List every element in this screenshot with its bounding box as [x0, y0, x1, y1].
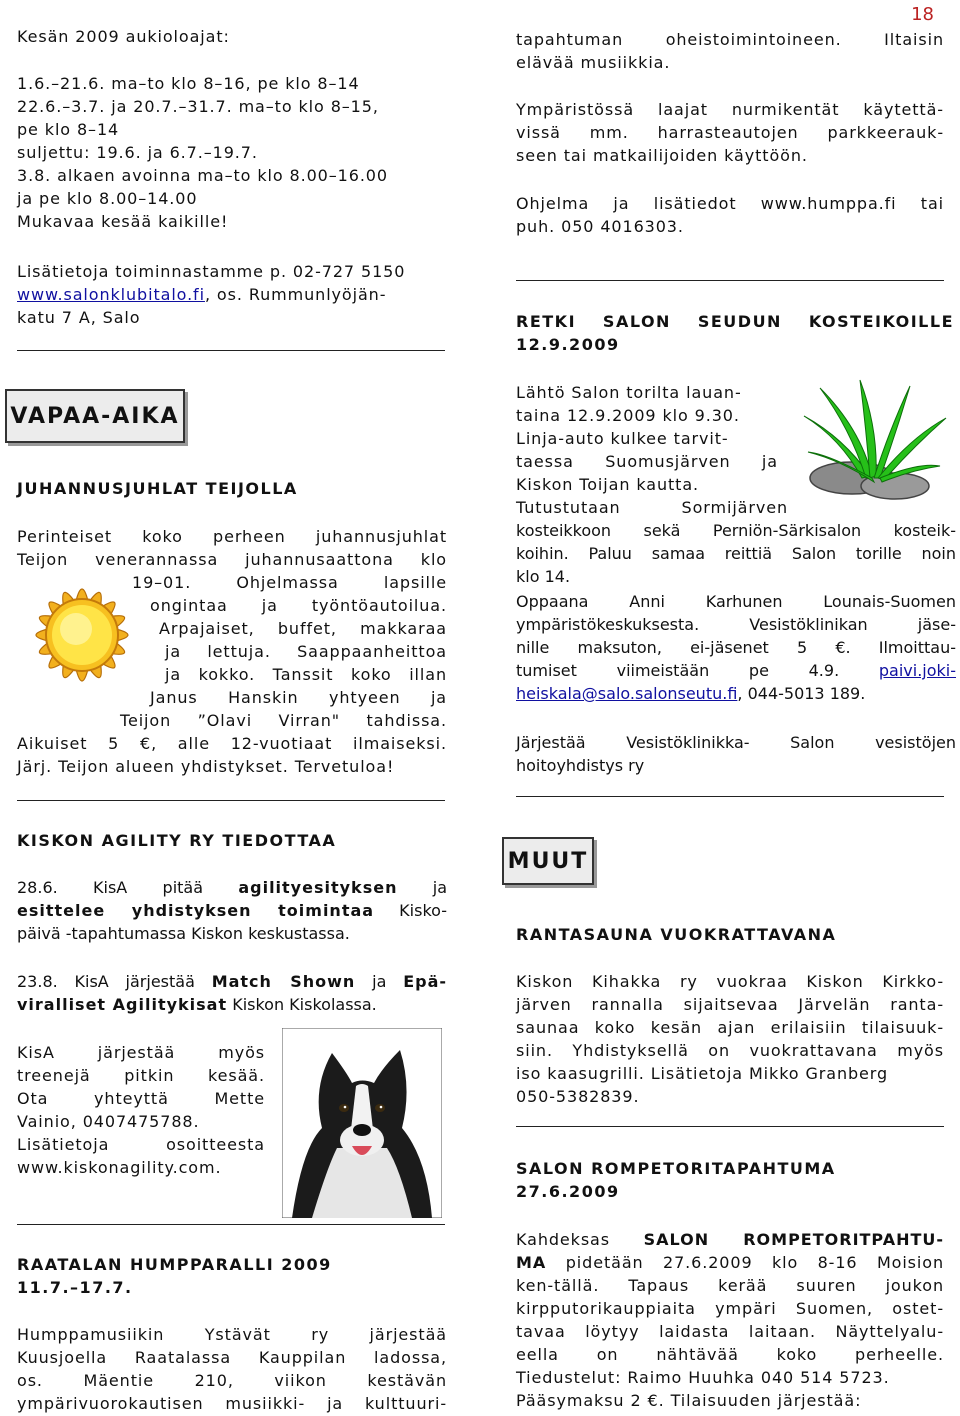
agility-line: Lisätietoja osoitteesta: [17, 1135, 265, 1154]
rompe-text: pidetään 27.6.2009 klo 8-16 Moision: [546, 1253, 944, 1272]
retki-line: [516, 682, 865, 705]
rompe-heading: SALON ROMPETORITAPAHTUMA: [516, 1159, 836, 1178]
summer-line: Mukavaa kesää kaikille!: [17, 212, 229, 231]
retki-line: klo 14.: [516, 567, 571, 586]
juhannus-line: ja lettuja. Saappaanheittoa: [165, 642, 447, 661]
juhannus-line: Perinteiset koko perheen juhannusjuhlat: [17, 527, 447, 546]
agility-line: [17, 970, 447, 993]
sauna-line: järven rannalla sijaitsevaa Järvelän ranta-: [516, 995, 944, 1014]
humppa-heading-dates: 11.7.–17.7.: [17, 1278, 133, 1297]
sauna-line: 050-5382839.: [516, 1087, 640, 1106]
retki-line: Oppaana Anni Karhunen Lounais-Suomen: [516, 592, 956, 611]
agility-line: päivä -tapahtumassa Kiskon keskustassa.: [17, 924, 350, 943]
juhannus-line: Teijon ”Olavi Virran" tahdissa.: [120, 711, 447, 730]
email-link[interactable]: paivi.joki-: [878, 661, 956, 680]
agility-bold: esittelee yhdistyksen toimintaa: [17, 901, 375, 920]
agility-text: Kiskon Kiskolassa.: [227, 995, 377, 1014]
humppa-cont-line: Ympäristössä laajat nurmikentät käytettä-: [516, 100, 944, 119]
humppa-line: Humppamusiikin Ystävät ry järjestää: [17, 1325, 447, 1344]
muut-section-box: MUUT: [502, 837, 594, 885]
summer-title: Kesän 2009 aukioloajat:: [17, 27, 230, 46]
rompe-text: Kahdeksas: [516, 1230, 644, 1249]
retki-heading: RETKI SALON SEUDUN KOSTEIKOILLE: [516, 312, 954, 331]
humppa-line: os. Mäentie 210, viikon kestävän: [17, 1371, 447, 1390]
retki-line: nille maksuton, ei-jäsenet 5 €. Ilmoittau-: [516, 638, 956, 657]
summer-line: pe klo 8–14: [17, 120, 120, 139]
vapaa-aika-section-box: VAPAA-AIKA: [5, 389, 185, 443]
rompe-line: ken-tällä. Tapaus kerää suuren joukon: [516, 1276, 944, 1295]
agility-bold: Epä-: [403, 972, 448, 991]
retki-heading-date: 12.9.2009: [516, 335, 620, 354]
retki-line: Linja-auto kulkee tarvit-: [516, 429, 729, 448]
info-line: katu 7 A, Salo: [17, 308, 141, 327]
divider: [516, 280, 944, 281]
agility-line: Vainio, 0407475788.: [17, 1112, 200, 1131]
humppa-heading: RAATALAN HUMPPARALLI 2009: [17, 1255, 332, 1274]
sauna-line: saunaa koko kesän ajan erilaisiin tilaisuuk-: [516, 1018, 944, 1037]
retki-line: koihin. Paluu samaa reittiä Salon torille noin: [516, 544, 956, 563]
summer-line: 1.6.–21.6. ma–to klo 8–16, pe klo 8–14: [17, 74, 360, 93]
rompe-line: Pääsymaksu 2 €. Tilaisuuden järjestää:: [516, 1391, 862, 1410]
salonklubitalo-link[interactable]: www.salonklubitalo.fi: [17, 285, 205, 304]
retki-text: , 044-5013 189.: [737, 684, 866, 703]
humppa-cont-line: elävää musiikkia.: [516, 53, 671, 72]
retki-line: taina 12.9.2009 klo 9.30.: [516, 406, 740, 425]
juhannus-line: Aikuiset 5 €, alle 12-vuotiaat ilmaiseksi.: [17, 734, 447, 753]
divider: [17, 350, 445, 351]
summer-line: 22.6.–3.7. ja 20.7.–31.7. ma–to klo 8–15,: [17, 97, 379, 116]
rompe-line: kirpputorikauppiaita ympäri Suomen, ostet-: [516, 1299, 944, 1318]
agility-line: www.kiskonagility.com.: [17, 1158, 222, 1177]
agility-text: 28.6. KisA pitää: [17, 878, 239, 897]
retki-text: tumiset viimeistään pe 4.9.: [516, 661, 879, 680]
plant-illustration: [800, 378, 950, 508]
retki-line: [516, 659, 956, 682]
juhannus-line: Järj. Teijon alueen yhdistykset. Tervetuloa!: [17, 757, 395, 776]
divider: [516, 796, 944, 797]
humppa-cont-line: tapahtuman oheistoimintoineen. Iltaisin: [516, 30, 944, 49]
agility-bold: Match Shown: [211, 972, 356, 991]
retki-line: Tutustutaan Sormijärven: [516, 498, 788, 517]
rompe-line: [516, 1251, 944, 1274]
humppa-cont-line: puh. 050 4016303.: [516, 217, 684, 236]
info-address: , os. Rummunlyöjän-: [204, 285, 387, 304]
retki-line: Kiskon Toijan kautta.: [516, 475, 700, 494]
agility-bold: agilityesityksen: [238, 878, 398, 897]
agility-line: KisA järjestää myös: [17, 1043, 265, 1062]
humppa-cont-line: Ohjelma ja lisätiedot www.humppa.fi tai: [516, 194, 944, 213]
rompe-line: Tiedustelut: Raimo Huuhka 040 514 5723.: [516, 1368, 890, 1387]
agility-text: ja: [355, 972, 404, 991]
sauna-line: Kiskon Kihakka ry vuokraa Kiskon Kirkko-: [516, 972, 944, 991]
email-link[interactable]: heiskala@salo.salonseutu.fi: [516, 684, 738, 703]
agility-heading: KISKON AGILITY RY TIEDOTTAA: [17, 831, 337, 850]
agility-line: [17, 993, 377, 1016]
humppa-cont-line: vissä mm. harrasteautojen parkkeerauk-: [516, 123, 944, 142]
rompe-heading-date: 27.6.2009: [516, 1182, 620, 1201]
info-line: Lisätietoja toiminnastamme p. 02-727 5150: [17, 262, 406, 281]
dog-illustration: [282, 1028, 442, 1218]
humppa-cont-line: seen tai matkailijoiden käyttöön.: [516, 146, 808, 165]
humppa-line: Kuusjoella Raatalassa Kauppilan ladossa,: [17, 1348, 447, 1367]
retki-line: kosteikkoon sekä Perniön-Särkisalon kosteik-: [516, 521, 956, 540]
sauna-line: siin. Yhdistyksellä on vuokrattavana myös: [516, 1041, 944, 1060]
retki-line: Lähtö Salon torilta lauan-: [516, 383, 742, 402]
juhannus-line: Arpajaiset, buffet, makkaraa: [159, 619, 447, 638]
sun-illustration: [22, 575, 142, 695]
humppa-line: ympärivuorokautisen musiikki- ja kulttuuri-: [17, 1394, 447, 1413]
rompe-bold: MA: [516, 1253, 547, 1272]
agility-text: ja: [397, 878, 448, 897]
info-line: [17, 283, 386, 306]
divider: [17, 1224, 445, 1225]
agility-line: Ota yhteyttä Mette: [17, 1089, 265, 1108]
sauna-line: iso kaasugrilli. Lisätietoja Mikko Granberg: [516, 1064, 889, 1083]
juhannus-line: ongintaa ja työntöautoilua.: [150, 596, 447, 615]
agility-text: 23.8. KisA järjestää: [17, 972, 212, 991]
retki-line: taessa Suomusjärven ja: [516, 452, 778, 471]
sauna-heading: RANTASAUNA VUOKRATTAVANA: [516, 925, 837, 944]
juhannus-line: 19–01. Ohjelmassa lapsille: [132, 573, 447, 592]
summer-line: ja pe klo 8.00–14.00: [17, 189, 198, 208]
juhannus-line: ja kokko. Tanssit koko illan: [165, 665, 447, 684]
agility-line: [17, 876, 447, 899]
rompe-bold: SALON ROMPETORITPAHTU-: [643, 1230, 945, 1249]
agility-text: Kisko-: [374, 901, 447, 920]
juhannus-line: Teijon venerannassa juhannusaattona klo: [17, 550, 447, 569]
page-number: 18: [911, 4, 934, 25]
agility-line: treenejä pitkin kesää.: [17, 1066, 265, 1085]
divider: [17, 800, 445, 801]
retki-line: Järjestää Vesistöklinikka- Salon vesistöjen: [516, 733, 956, 752]
rompe-line: eella on nähtävää koko perheelle.: [516, 1345, 944, 1364]
retki-line: hoitoyhdistys ry: [516, 756, 645, 775]
rompe-line: tavaa löytyy laidasta laitaan. Näyttelyalu-: [516, 1322, 944, 1341]
retki-line: ympäristökeskuksesta. Vesistöklinikan jäse-: [516, 615, 956, 634]
rompe-line: [516, 1228, 944, 1251]
summer-line: suljettu: 19.6. ja 6.7.–19.7.: [17, 143, 258, 162]
divider: [516, 1126, 944, 1127]
summer-line: 3.8. alkaen avoinna ma–to klo 8.00–16.00: [17, 166, 388, 185]
agility-line: [17, 899, 447, 922]
agility-bold: viralliset Agilitykisat: [17, 995, 228, 1014]
juhannus-heading: JUHANNUSJUHLAT TEIJOLLA: [17, 479, 298, 498]
juhannus-line: Janus Hanskin yhtyeen ja: [150, 688, 447, 707]
